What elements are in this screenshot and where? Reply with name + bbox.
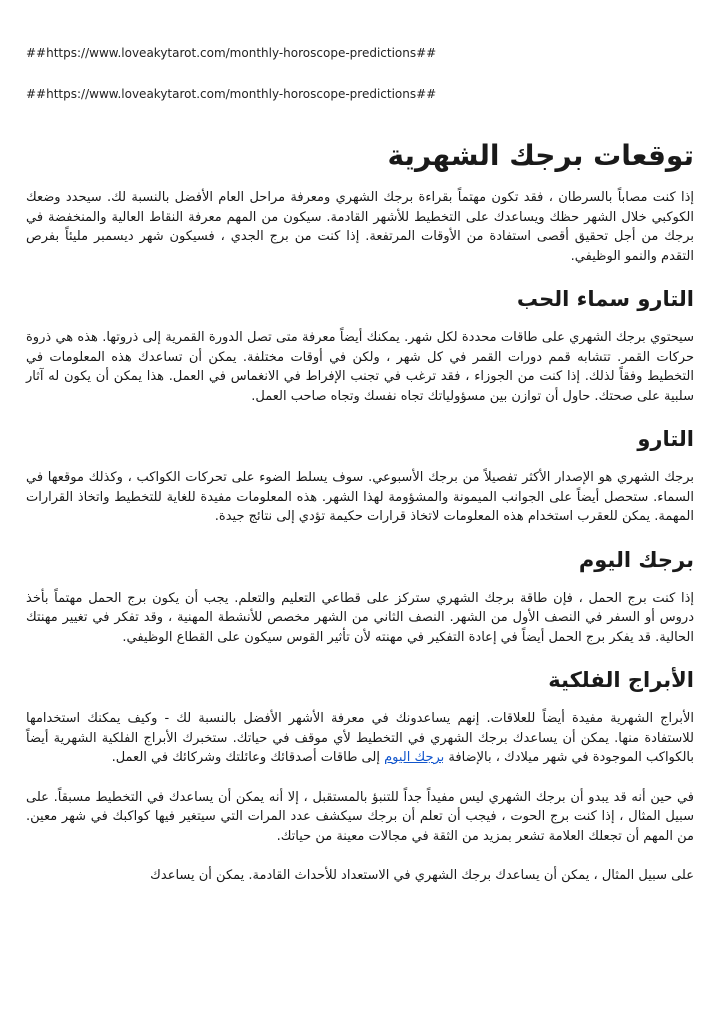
section-paragraph: برجك الشهري هو الإصدار الأكثر تفصيلاً من برجك الأسبوعي. سوف يسلط الضوء على تحركات الكواكب ، وكذلك موقعها في السماء. ستحصل أيضاً على الجوانب الميمونة والمشؤومة لهذا الشهر. هذه المعلومات مفيدة للغاية للتخطيط واتخاذ القرارات المهمة. يمكن للعقرب استخدام هذه المعلومات لاتخاذ قرارات حكيمة تؤدي إلى نتائج جيدة. <box>26 470 694 524</box>
source-url-line: ##https://www.loveakytarot.com/monthly-horoscope-predictions## <box>26 86 437 101</box>
section-paragraph: إذا كنت برج الحمل ، فإن طاقة برجك الشهري ستركز على قطاعي التعليم والتعلم. يجب أن يكون برج الحمل مهتماً بأخذ دروس أو السفر في النصف الأول من الشهر. النصف الثاني من الشهر مخصص للأنشطة المهنية ، وقد تفكر في تغيير مهنتك الحالية. قد يفكر برج الحمل أيضاً في إعادة التفكير في مهنته لأن تأثير القوس سيكون على القطاع الوظيفي. <box>26 590 694 645</box>
page-title: توقعات برجك الشهرية <box>387 139 694 172</box>
intro-paragraph: إذا كنت مصاباً بالسرطان ، فقد تكون مهتماً بقراءة برجك الشهري ومعرفة مراحل العام الأفضل بالنسبة لك. سيحدد وضعك الكوكبي خلال الشهر حظك ويساعدك على التخطيط للأشهر القادمة. سيكون من المهم معرفة النقاط العالية والمنخفضة في برجك من أجل تحقيق أقصى استفادة من الأوقات المرتفعة. إذا كنت من برج الجدي ، فسيكون شهر ديسمبر مليئاً بفرص التقدم والنمو الوظيفي. <box>26 190 694 264</box>
section-heading: التارو سماء الحب <box>516 287 694 311</box>
section-heading: الأبراج الفلكية <box>548 668 694 692</box>
horoscope-today-link[interactable]: برجك اليوم <box>384 750 445 765</box>
section-heading: التارو <box>637 427 694 451</box>
paragraph-text: إلى طاقات أصدقائك وعائلتك وشركائك في العمل. <box>111 750 385 765</box>
section-heading: برجك اليوم <box>578 547 694 572</box>
section-paragraph: في حين أنه قد يبدو أن برجك الشهري ليس مفيداً جداً للتنبؤ بالمستقبل ، إلا أنه يمكن أن يساعدك في التخطيط مسبقاً. على سبيل المثال ، إذا كنت برج الحوت ، فيجب أن تعلم أن برجك سيكشف عدد المرات التي سيتغير فيها كواكبك في شهر معين. من المهم أن تجعلك العلامة تشعر بمزيد من الثقة في مجالات معينة من حياتك. <box>26 789 694 844</box>
article-body <box>26 138 694 886</box>
section-paragraph: سيحتوي برجك الشهري على طاقات محددة لكل شهر. يمكنك أيضاً معرفة متى تصل الدورة القمرية إلى ذروتها. هذه هي ذروة حركات القمر. تتشابه قمم دورات القمر في كل شهر ، ولكن في أوقات مختلفة. يمكن أن تساعدك هذه المعلومات في التخطيط وفقاً لذلك. إذا كنت من الجوزاء ، فقد ترغب في تجنب الإفراط في الانغماس في العمل. هذا يمكن أن يكون له آثار سلبية على صحتك. حاول أن توازن بين مسؤولياتك تجاه نفسك وتجاه صاحب العمل. <box>26 330 694 404</box>
section-paragraph <box>26 709 694 768</box>
section-paragraph: على سبيل المثال ، يمكن أن يساعدك برجك الشهري في الاستعداد للأحداث القادمة. يمكن أن يساعدك <box>150 868 694 883</box>
paragraph-text: الأبراج الشهرية مفيدة أيضاً للعلاقات. إنهم يساعدونك في معرفة الأشهر الأفضل بالنسبة لك - وكيف يمكنك استخدامها للاستفادة منها. يمكن أن يساعدك برجك الشهري في التخطيط لأي موقف في حياتك. ستخبرك الأبراج الفلكية الشهرية أيضاً بالكواكب الموجودة في شهر ميلادك ، بالإضافة <box>26 711 694 765</box>
source-url-line: ##https://www.loveakytarot.com/monthly-horoscope-predictions## <box>26 46 437 60</box>
